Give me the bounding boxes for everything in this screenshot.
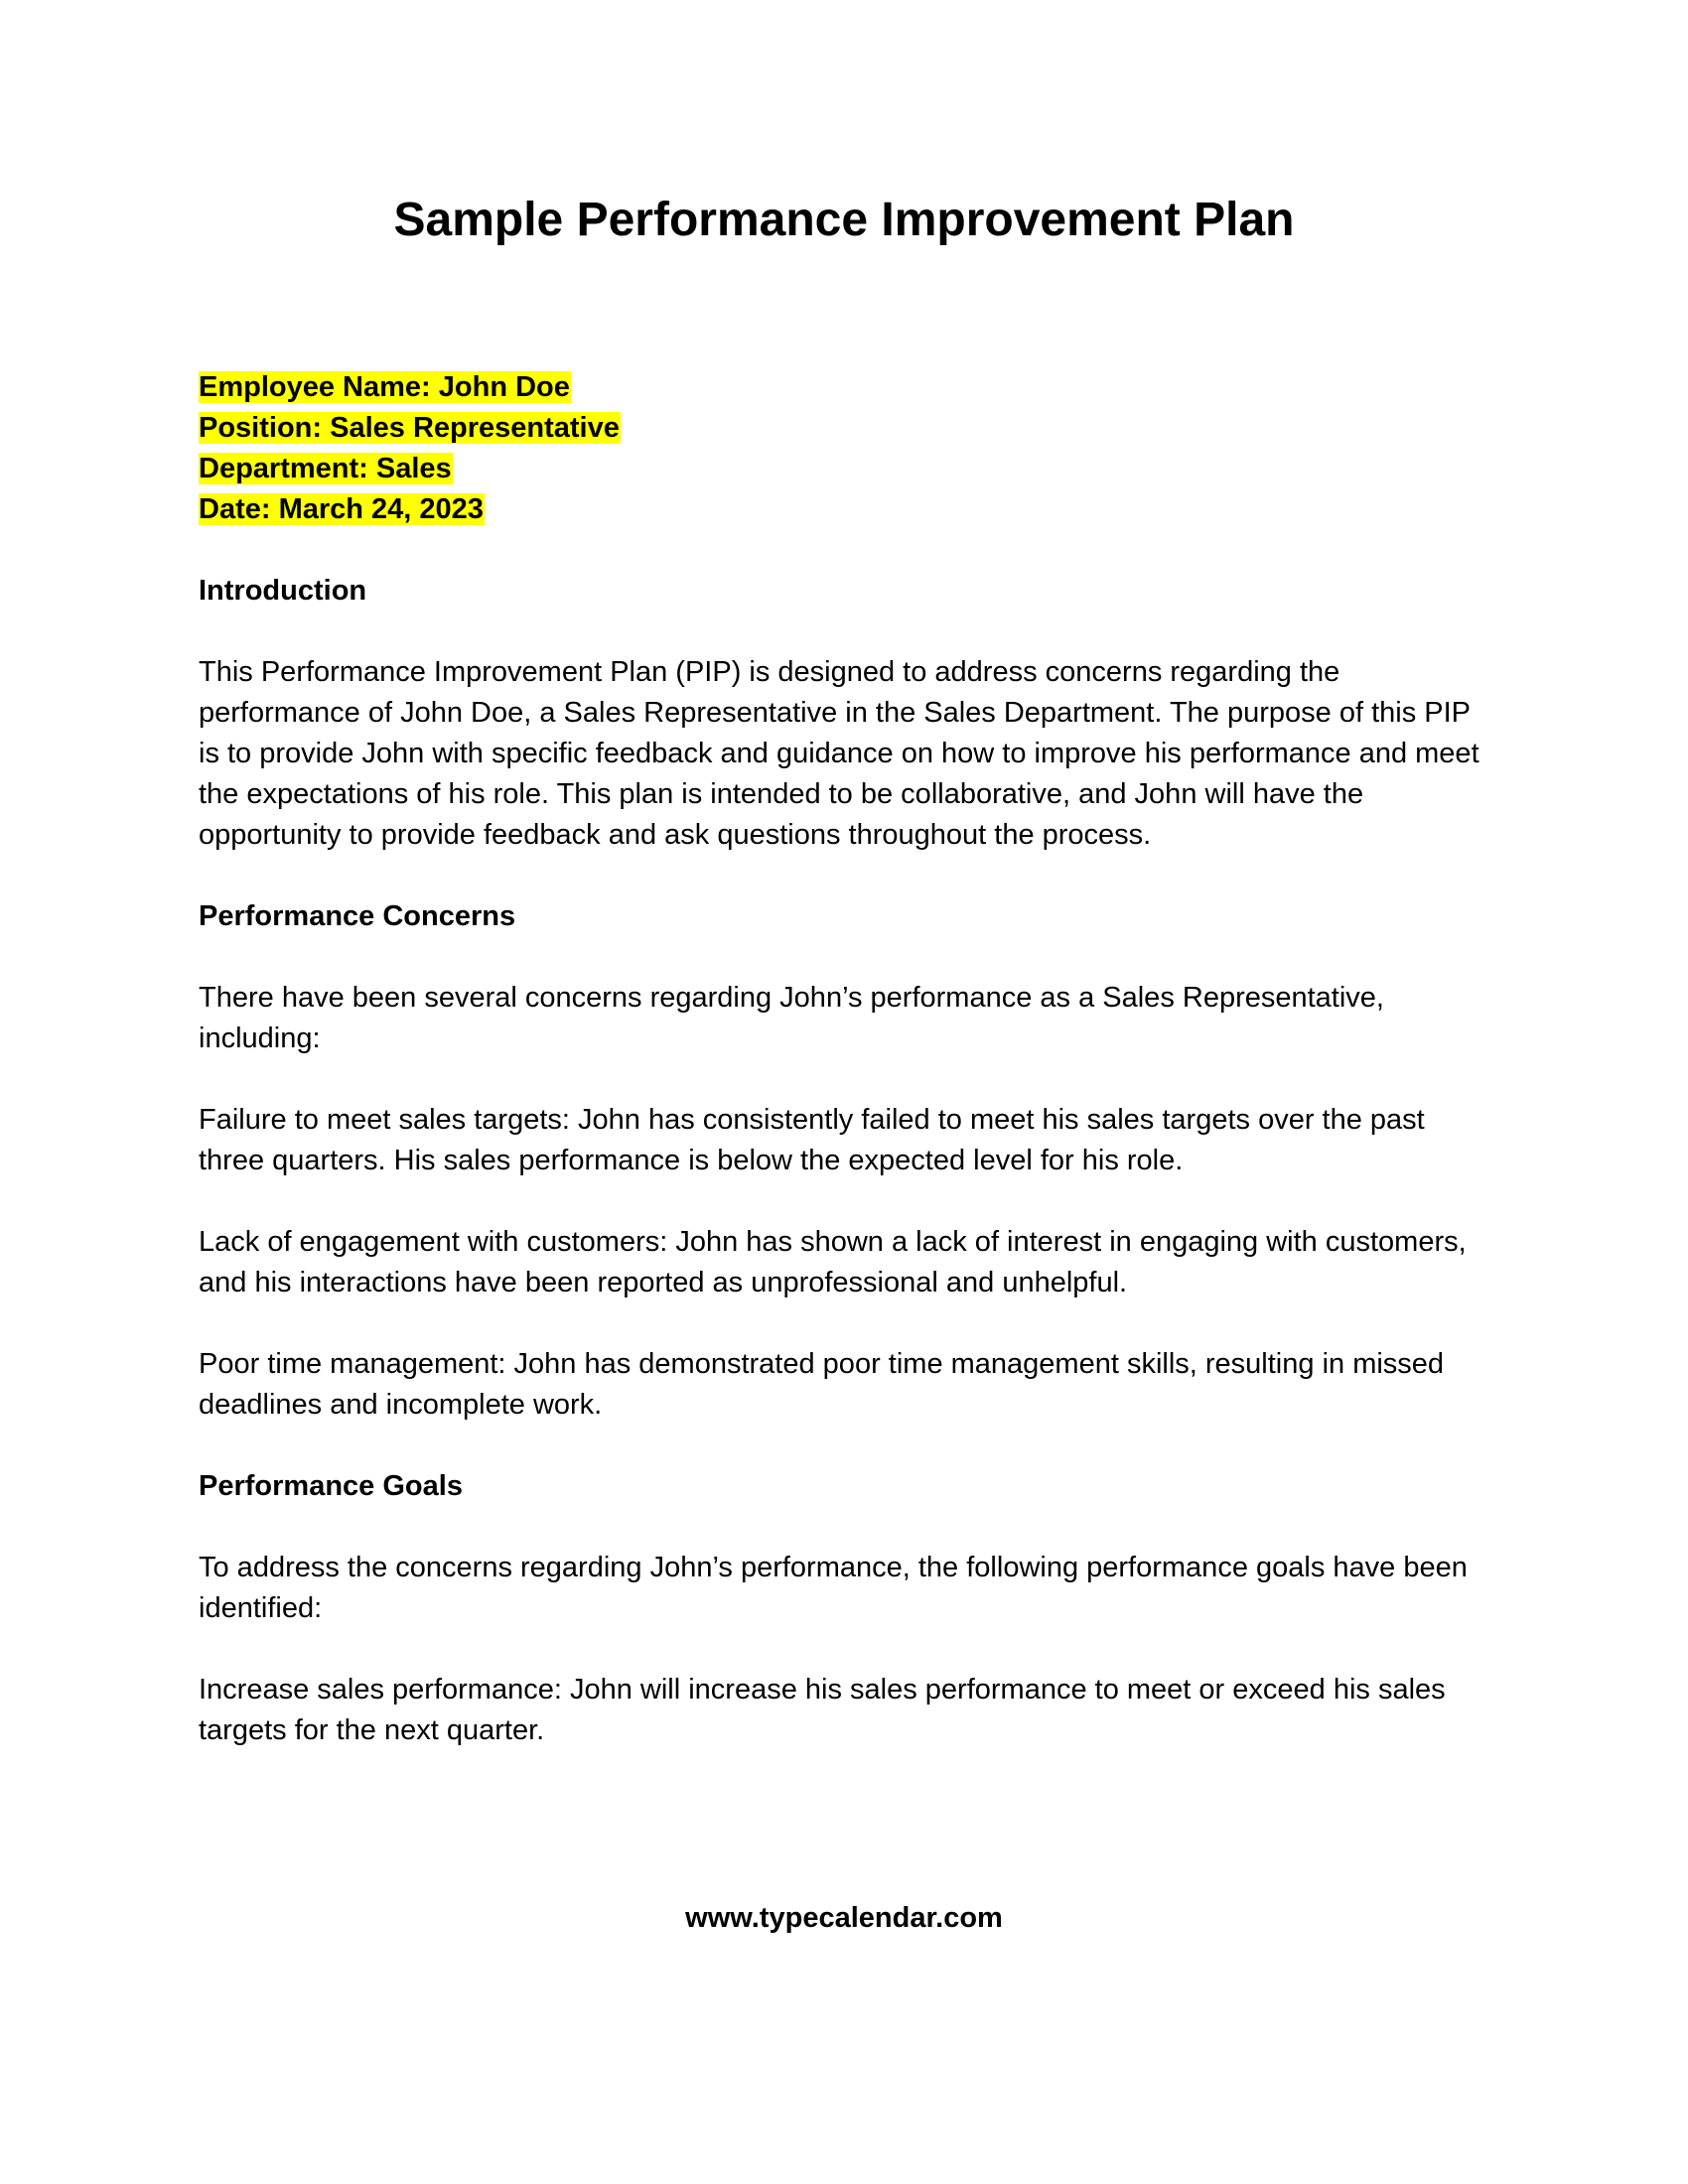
introduction-heading: Introduction <box>199 575 367 607</box>
concerns-intro: There have been several concerns regarding John’s performance as a Sales Representative, including: <box>199 982 1384 1054</box>
employee-info-block <box>199 367 1489 530</box>
concern-item: Failure to meet sales targets: John has consistently failed to meet his sales targets over the past three quarters. His sales performance is below the expected level for his role. <box>199 1104 1425 1176</box>
goal-item: Increase sales performance: John will increase his sales performance to meet or exceed his sales targets for the next quarter. <box>199 1674 1446 1746</box>
employee-position: Position: Sales Representative <box>199 412 620 444</box>
goals-heading: Performance Goals <box>199 1470 463 1502</box>
concern-item: Poor time management: John has demonstrated poor time management skills, resulting in missed deadlines and incomplete work. <box>199 1348 1445 1421</box>
plan-date: Date: March 24, 2023 <box>199 493 484 525</box>
document-body <box>199 367 1489 1792</box>
concern-item: Lack of engagement with customers: John has shown a lack of interest in engaging with customers, and his interactions have been reported as unprofessional and unhelpful. <box>199 1226 1467 1298</box>
concerns-heading: Performance Concerns <box>199 900 516 932</box>
footer-website: www.typecalendar.com <box>685 1902 1003 1934</box>
introduction-paragraph: This Performance Improvement Plan (PIP) is designed to address concerns regarding the performance of John Doe, a Sales Representative in the Sales Department. The purpose of this PIP is to provide John with specific feedback and guidance on how to improve his performance and meet the expectations of his role. This plan is intended to be collaborative, and John will have the opportunity to provide feedback and ask questions throughout the process. <box>199 656 1479 851</box>
employee-name: Employee Name: John Doe <box>199 371 570 403</box>
document-title: Sample Performance Improvement Plan <box>393 194 1295 246</box>
goals-intro: To address the concerns regarding John’s performance, the following performance goals have been identified: <box>199 1552 1468 1624</box>
employee-department: Department: Sales <box>199 453 452 484</box>
